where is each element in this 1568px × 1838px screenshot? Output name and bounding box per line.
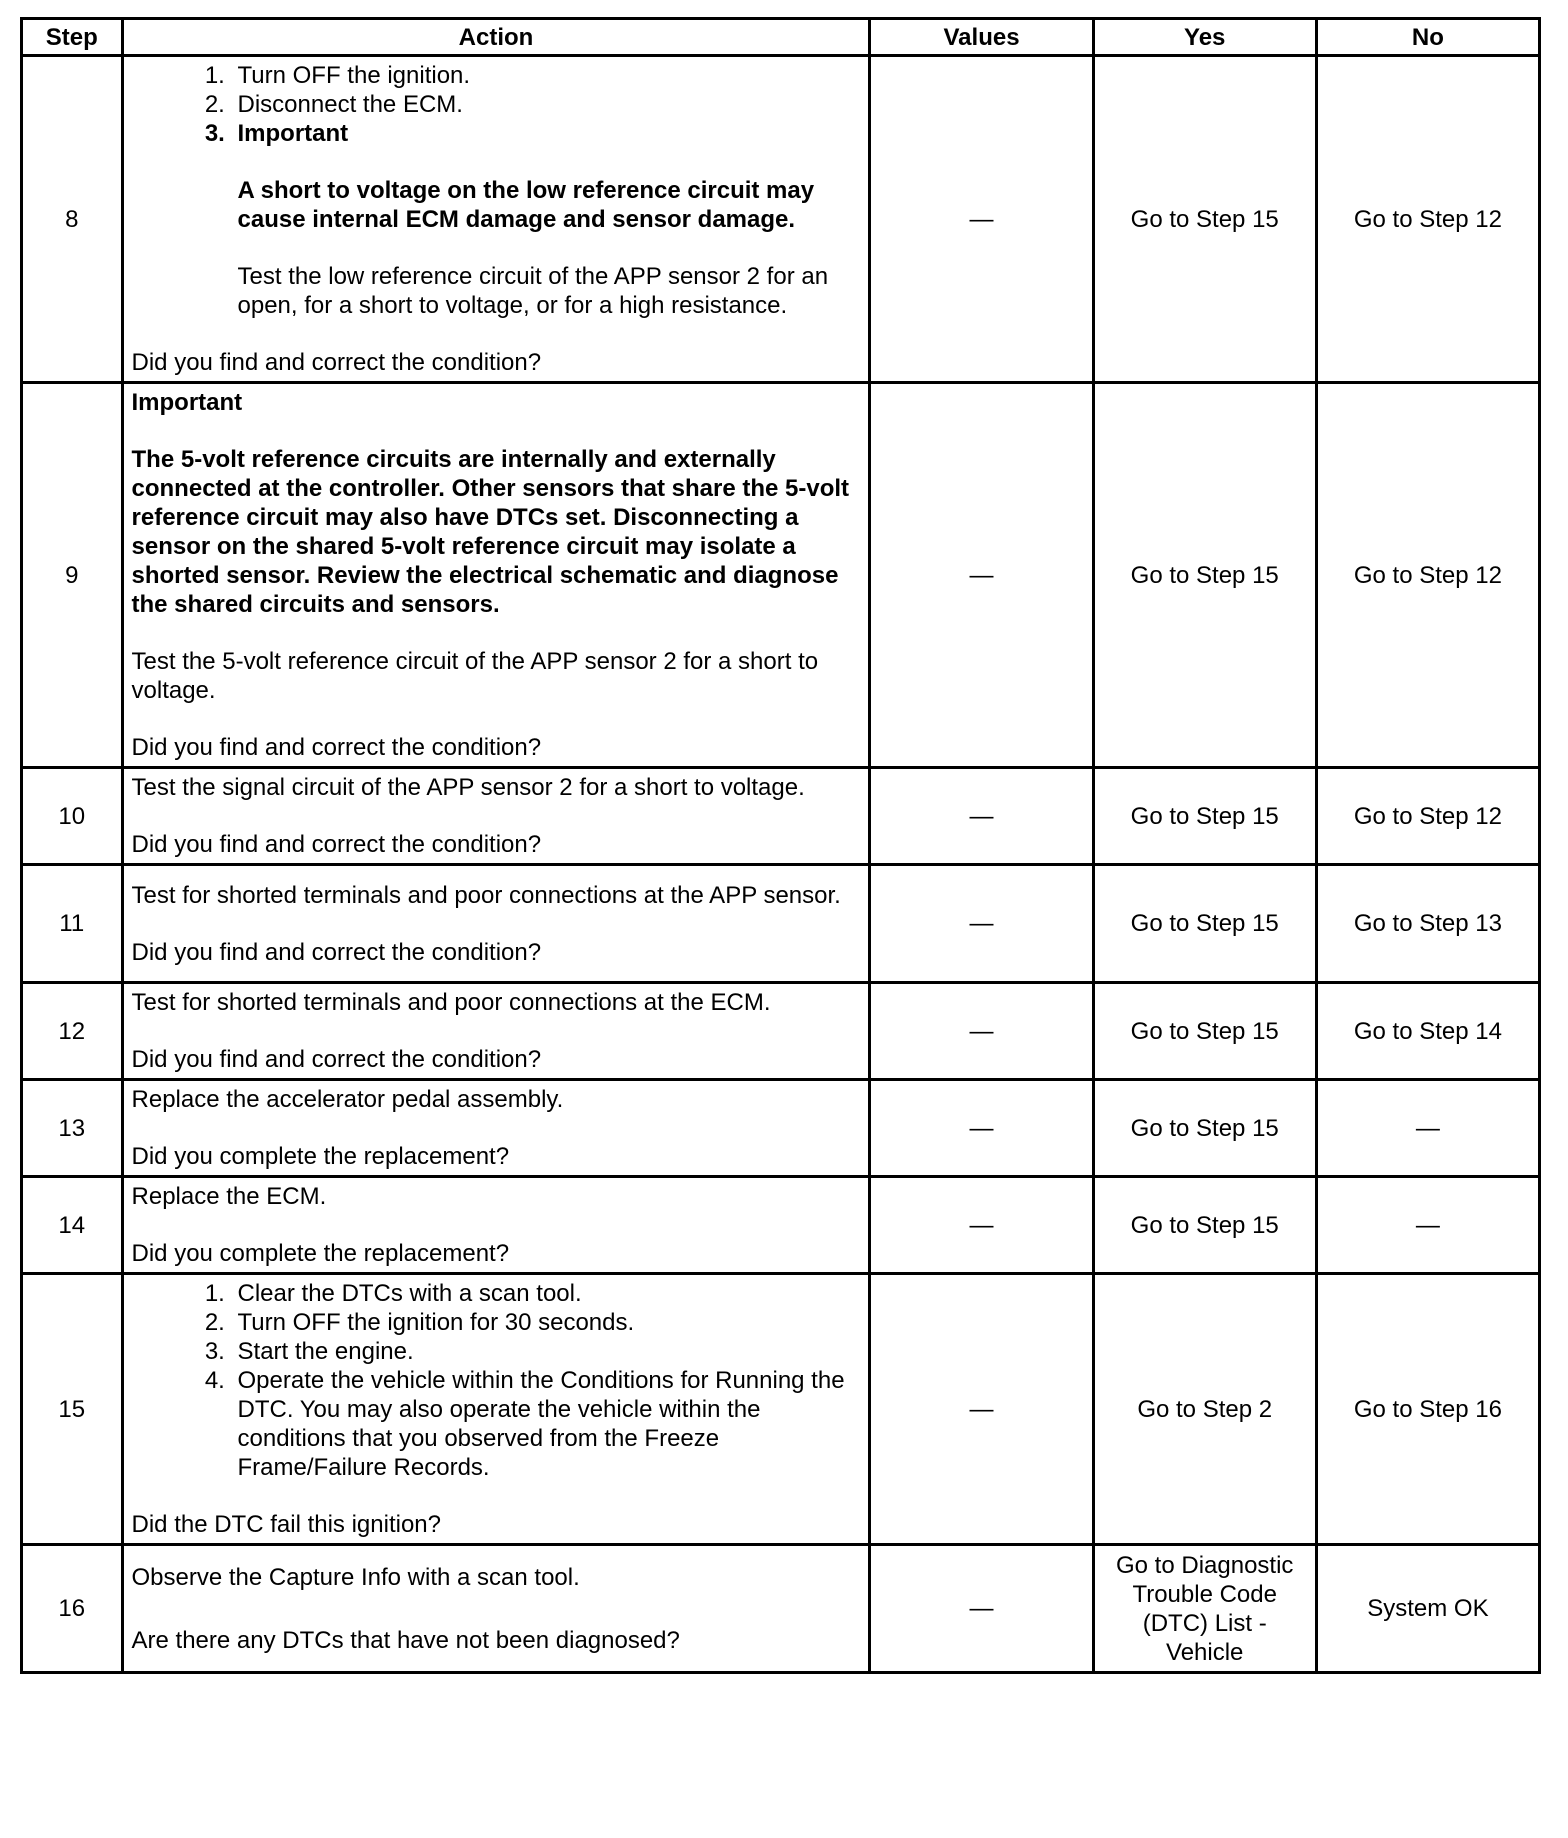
values-cell: — [870, 1274, 1093, 1545]
step-number: 16 [22, 1545, 123, 1673]
header-step: Step [22, 19, 123, 56]
table-row [22, 983, 1540, 1080]
question-text: Did you find and correct the condition? [131, 734, 542, 761]
action-text: Test for shorted terminals and poor connections at the APP sensor. [131, 881, 841, 909]
question-text: Did you find and correct the condition? [131, 349, 542, 376]
table-row [22, 865, 1540, 983]
important-note: The 5-volt reference circuits are internally and externally connected at the controller. Other sensors that share the 5-volt reference circuit may also have DTCs set. Disconnecting a sensor on the shared 5-volt reference circuit may isolate a shorted sensor. Review the electrical schematic and diagnose the shared circuits and sensors. [131, 446, 850, 618]
action-text: Test for shorted terminals and poor connections at the ECM. [131, 989, 771, 1016]
values-cell: — [870, 56, 1093, 383]
step-number: 10 [22, 768, 123, 865]
step-number: 11 [22, 865, 123, 983]
step-number: 13 [22, 1080, 123, 1177]
action-text: Test the signal circuit of the APP sensor 2 for a short to voltage. [131, 774, 805, 801]
no-cell: Go to Step 12 [1316, 383, 1539, 768]
yes-cell: Go to Diagnostic Trouble Code (DTC) List - Vehicle [1093, 1545, 1316, 1673]
question-text: Did you find and correct the condition? [131, 938, 542, 966]
action-cell [122, 768, 870, 865]
important-title: Important [237, 120, 349, 147]
yes-cell: Go to Step 15 [1093, 865, 1316, 983]
diagnostic-table [20, 17, 1541, 1674]
no-cell: Go to Step 12 [1316, 768, 1539, 865]
action-cell [122, 865, 870, 983]
action-list [132, 61, 861, 320]
table-row [22, 1274, 1540, 1545]
list-item: 1. Turn OFF the ignition. [232, 61, 861, 90]
table-row [22, 56, 1540, 383]
header-row [22, 19, 1540, 56]
no-cell: System OK [1316, 1545, 1539, 1673]
list-item: 1. Clear the DTCs with a scan tool. [232, 1279, 861, 1308]
action-cell [122, 1080, 870, 1177]
question-text: Did you complete the replacement? [131, 1143, 510, 1170]
no-cell: Go to Step 12 [1316, 56, 1539, 383]
list-item [232, 119, 861, 320]
yes-cell: Go to Step 15 [1093, 1080, 1316, 1177]
no-cell: — [1316, 1177, 1539, 1274]
important-title: Important [131, 389, 243, 416]
table-row [22, 383, 1540, 768]
values-cell: — [870, 1177, 1093, 1274]
action-cell [122, 383, 870, 768]
no-cell: Go to Step 13 [1316, 865, 1539, 983]
yes-cell: Go to Step 15 [1093, 1177, 1316, 1274]
list-item: 3. Start the engine. [232, 1337, 861, 1366]
values-cell: — [870, 383, 1093, 768]
question-text: Did the DTC fail this ignition? [131, 1511, 441, 1538]
step-number: 15 [22, 1274, 123, 1545]
question-text: Did you find and correct the condition? [131, 831, 542, 858]
no-cell: — [1316, 1080, 1539, 1177]
header-values: Values [870, 19, 1093, 56]
yes-cell: Go to Step 15 [1093, 56, 1316, 383]
important-note: A short to voltage on the low reference circuit may cause internal ECM damage and sensor damage. [237, 177, 815, 233]
action-text: Test the low reference circuit of the APP sensor 2 for an open, for a short to voltage, or for a high resistance. [237, 263, 829, 319]
action-cell [122, 56, 870, 383]
list-item: 2. Disconnect the ECM. [232, 90, 861, 119]
values-cell: — [870, 983, 1093, 1080]
step-number: 12 [22, 983, 123, 1080]
table-row [22, 768, 1540, 865]
table-row [22, 1545, 1540, 1673]
action-cell [122, 1274, 870, 1545]
question-text: Did you find and correct the condition? [131, 1046, 542, 1073]
action-text: Observe the Capture Info with a scan tool. [131, 1563, 580, 1591]
no-cell: Go to Step 16 [1316, 1274, 1539, 1545]
header-yes: Yes [1093, 19, 1316, 56]
header-action: Action [122, 19, 870, 56]
table-row [22, 1080, 1540, 1177]
values-cell: — [870, 1545, 1093, 1673]
action-cell [122, 983, 870, 1080]
action-cell [122, 1177, 870, 1274]
no-cell: Go to Step 14 [1316, 983, 1539, 1080]
action-text: Replace the accelerator pedal assembly. [131, 1086, 564, 1113]
values-cell: — [870, 1080, 1093, 1177]
list-item: 2. Turn OFF the ignition for 30 seconds. [232, 1308, 861, 1337]
header-no: No [1316, 19, 1539, 56]
yes-cell: Go to Step 2 [1093, 1274, 1316, 1545]
action-text: Test the 5-volt reference circuit of the APP sensor 2 for a short to voltage. [131, 648, 819, 704]
yes-cell: Go to Step 15 [1093, 383, 1316, 768]
action-text: Replace the ECM. [131, 1183, 327, 1210]
action-cell [122, 1545, 870, 1673]
yes-cell: Go to Step 15 [1093, 983, 1316, 1080]
yes-cell: Go to Step 15 [1093, 768, 1316, 865]
values-cell: — [870, 865, 1093, 983]
list-item: 4. Operate the vehicle within the Conditions for Running the DTC. You may also operate the vehicle within the conditions that you observed from the Freeze Frame/Failure Records. [232, 1366, 861, 1482]
question-text: Did you complete the replacement? [131, 1240, 510, 1267]
table-row [22, 1177, 1540, 1274]
action-list [132, 1279, 861, 1482]
step-number: 8 [22, 56, 123, 383]
question-text: Are there any DTCs that have not been diagnosed? [131, 1626, 680, 1654]
step-number: 9 [22, 383, 123, 768]
values-cell: — [870, 768, 1093, 865]
step-number: 14 [22, 1177, 123, 1274]
